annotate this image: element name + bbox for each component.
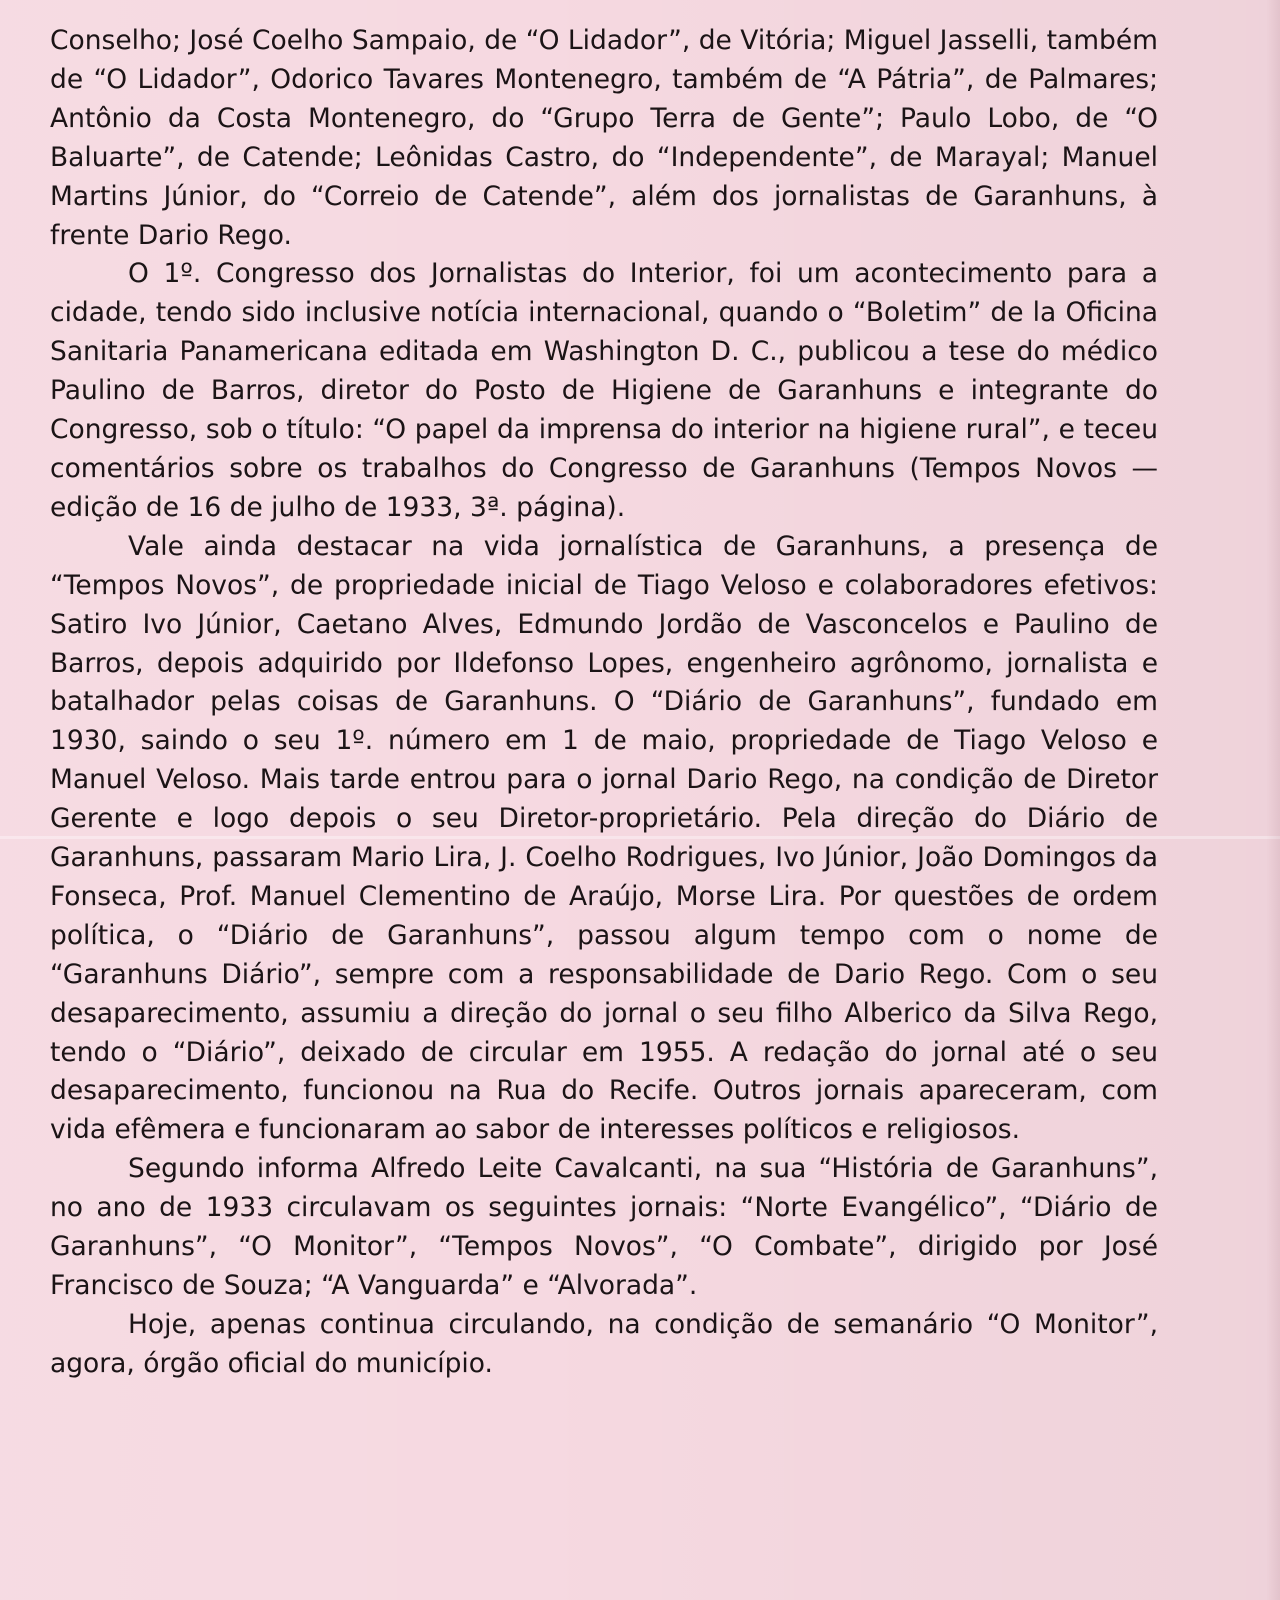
paragraph-continuation: Conselho; José Coelho Sampaio, de “O Lidador”, de Vitória; Miguel Jasselli, também de “O Lidador”, Odorico Tavares Montenegro, também de “A Pátria”, de Palmares; Antônio da Costa Montenegro, do “Grupo Terra de Gente”; Paulo Lobo, de “O Baluarte”, de Catende; Leônidas Castro, do “Independente”, de Marayal; Manuel Martins Júnior, do “Correio de Catende”, além dos jornalistas de Garanhuns, à frente Dario Rego. — [50, 25, 1158, 251]
paragraph-o-monitor: Hoje, apenas continua circulando, na condição de semanário “O Monitor”, agora, órgão oficial do município. — [50, 1308, 1158, 1379]
body-text — [50, 22, 1158, 1384]
paragraph-tempos-novos: Vale ainda destacar na vida jornalística de Garanhuns, a presença de “Tempos Novos”, de propriedade inicial de Tiago Veloso e colaboradores efetivos: Satiro Ivo Júnior, Caetano Alves, Edmundo Jordão de Vasconcelos e Paulino de Barros, depois adquirido por Ildefonso Lopes, engenheiro agrônomo, jornalista e batalhador pelas coisas de Garanhuns. O “Diário de Garanhuns”, fundado em 1930, saindo o seu 1º. número em 1 de maio, propriedade de Tiago Veloso e Manuel Veloso. Mais tarde entrou para o jornal Dario Rego, na condição de Diretor Gerente e logo depois o seu Diretor-proprietário. Pela direção do Diário de Garanhuns, passaram Mario Lira, J. Coelho Rodrigues, Ivo Júnior, João Domingos da Fonseca, Prof. Manuel Clementino de Araújo, Morse Lira. Por questões de ordem política, o “Diário de Garanhuns”, passou algum tempo com o nome de “Garanhuns Diário”, sempre com a responsabilidade de Dario Rego. Com o seu desaparecimento, assumiu a direção do jornal o seu filho Alberico da Silva Rego, tendo o “Diário”, deixado de circular em 1955. A redação do jornal até o seu desaparecimento, funcionou na Rua do Recife. Outros jornais apareceram, com vida efêmera e funcionaram ao sabor de interesses políticos e religiosos. — [50, 530, 1158, 1146]
paper-edge-shadow — [1266, 0, 1280, 1600]
paragraph-historia-garanhuns: Segundo informa Alfredo Leite Cavalcanti, na sua “História de Garanhuns”, no ano de 1933 circulavam os seguintes jornais: “Norte Evangélico”, “Diário de Garanhuns”, “O Monitor”, “Tempos Novos”, “O Combate”, dirigido por José Francisco de Souza; “A Vanguarda” e “Alvorada”. — [50, 1153, 1158, 1301]
paragraph-congresso: O 1º. Congresso dos Jornalistas do Interior, foi um acontecimento para a cidade, tendo sido inclusive notícia internacional, quando o “Boletim” de la Oficina Sanitaria Panamericana editada em Washington D. C., publicou a tese do médico Paulino de Barros, diretor do Posto de Higiene de Garanhuns e integrante do Congresso, sob o título: “O papel da imprensa do interior na higiene rural”, e teceu comentários sobre os trabalhos do Congresso de Garanhuns (Tempos Novos — edição de 16 de julho de 1933, 3ª. página). — [50, 258, 1158, 523]
